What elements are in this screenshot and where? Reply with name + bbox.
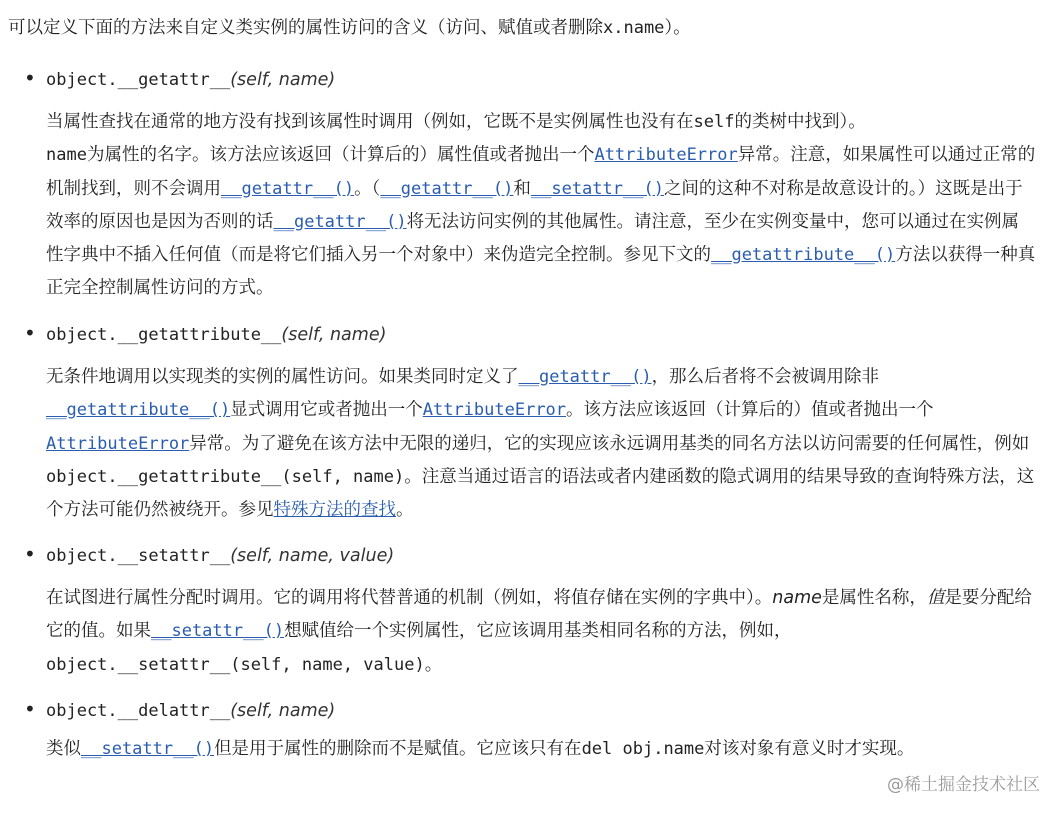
- desc-text: ，那么后者将不会被调用除非: [651, 367, 880, 387]
- method-signature: [24, 321, 386, 347]
- method-description: [46, 106, 1036, 306]
- desc-text: 但是用于属性的删除而不是赋值。它应该只有在: [214, 739, 582, 759]
- link-setattr[interactable]: __setattr__(): [151, 621, 285, 642]
- desc-text: 。注意当通过语言的语法或者内建函数的隐式调用的结果导致的查询特殊方法，这个方法可能仍然被绕开。参见: [46, 466, 1035, 521]
- desc-text: 为属性的名字。该方法应该返回（计算后的）属性值或者抛出一个: [86, 145, 595, 166]
- method-signature: [24, 697, 335, 723]
- bullet-icon: •: [24, 697, 36, 721]
- desc-text: 是属性名称，: [821, 588, 927, 608]
- desc-text: 异常。注意，如果属性可以通过正常的机制找到，则不会调用: [46, 145, 1036, 199]
- inline-code: object.__getattribute__(self, name): [46, 466, 405, 487]
- method-params: (self, name): [230, 70, 336, 90]
- desc-text: 对该对象有意义时才实现。: [704, 739, 915, 759]
- emphasis-text: 值: [926, 588, 945, 608]
- bullet-icon: •: [24, 66, 36, 90]
- intro-text: 可以定义下面的方法来自定义类实例的属性访问的含义（访问、赋值或者删除: [8, 18, 603, 38]
- desc-text: 类似: [46, 739, 81, 759]
- method-signature: [24, 542, 394, 568]
- method-name: object.__setattr__: [46, 546, 231, 566]
- bullet-icon: •: [24, 542, 36, 566]
- link-setattr[interactable]: __setattr__(): [81, 739, 215, 759]
- desc-text: 的类树中找到）。: [734, 112, 866, 132]
- desc-text: 。: [396, 500, 414, 521]
- desc-text: 之间的这种不对称是故意设计的。）这既是出于效率的原因也是因为否则的话: [46, 178, 1023, 232]
- method-description: [46, 733, 946, 766]
- inline-code: object.__setattr__(self, name, value): [46, 654, 425, 675]
- method-params: (self, name): [281, 325, 387, 345]
- desc-text: 将无法访问实例的其他属性。请注意，至少在实例变量中，您可以通过在实例属性字典中不插入任何值（而是将它们插入另一个对象中）来伪造完全控制。参见下文的: [46, 211, 1020, 266]
- desc-text: 当属性查找在通常的地方没有找到该属性时调用（例如，它既不是实例属性也没有在: [46, 112, 694, 132]
- desc-text: 显式调用它或者抛出一个: [230, 400, 423, 421]
- method-name: object.__getattr__: [46, 70, 231, 90]
- link-getattr[interactable]: __getattr__(): [518, 367, 652, 387]
- link-getattr[interactable]: __getattr__(): [221, 178, 355, 199]
- link-attributeerror[interactable]: AttributeError: [422, 400, 567, 421]
- intro-tail: ）。: [664, 18, 691, 38]
- desc-text: 方法以获得一种真正完全控制属性访问的方式。: [46, 245, 1036, 299]
- link-setattr[interactable]: __setattr__(): [530, 178, 664, 199]
- emphasis-text: name: [772, 588, 822, 608]
- link-getattribute[interactable]: __getattribute__(): [46, 400, 231, 421]
- desc-text: 和: [513, 178, 531, 199]
- intro-code: x.name: [603, 18, 665, 38]
- desc-text: 想赋值给一个实例属性，它应该调用基类相同名称的方法，例如，: [284, 621, 792, 642]
- method-params: (self, name, value): [230, 546, 395, 566]
- desc-text: 无条件地调用以实现类的实例的属性访问。如果类同时定义了: [46, 367, 519, 387]
- desc-text: 。该方法应该返回（计算后的）值或者抛出一个: [566, 400, 934, 421]
- method-signature: [24, 66, 335, 92]
- method-name: object.__delattr__: [46, 701, 231, 721]
- bullet-icon: •: [24, 321, 36, 345]
- desc-text: 异常。为了避免在该方法中无限的递归，它的实现应该永远调用基类的同名方法以访问需要的任何属性，例如: [189, 433, 1030, 454]
- desc-text: 是要分配给它的值。如果: [46, 588, 1032, 642]
- inline-code: del obj.name: [581, 739, 705, 759]
- link-getattribute[interactable]: __getattribute__(): [711, 245, 896, 266]
- link-special-method-lookup[interactable]: 特殊方法的查找: [273, 500, 396, 521]
- inline-code: name: [46, 145, 87, 166]
- intro-paragraph: [8, 14, 691, 39]
- watermark-text: @稀土掘金技术社区: [887, 775, 1040, 795]
- link-attributeerror[interactable]: AttributeError: [594, 145, 738, 166]
- desc-text: 。（: [354, 178, 381, 199]
- method-name: object.__getattribute__: [46, 325, 282, 345]
- link-getattr[interactable]: __getattr__(): [273, 211, 407, 232]
- desc-text: 。: [424, 654, 443, 675]
- method-params: (self, name): [230, 701, 336, 721]
- link-getattr[interactable]: __getattr__(): [380, 178, 514, 199]
- link-attributeerror[interactable]: AttributeError: [46, 433, 190, 454]
- desc-text: 在试图进行属性分配时调用。它的调用将代替普通的机制（例如，将值存储在实例的字典中）。: [46, 588, 773, 608]
- inline-code: self: [693, 112, 735, 132]
- method-description: [46, 582, 1036, 682]
- method-description: [46, 361, 1036, 527]
